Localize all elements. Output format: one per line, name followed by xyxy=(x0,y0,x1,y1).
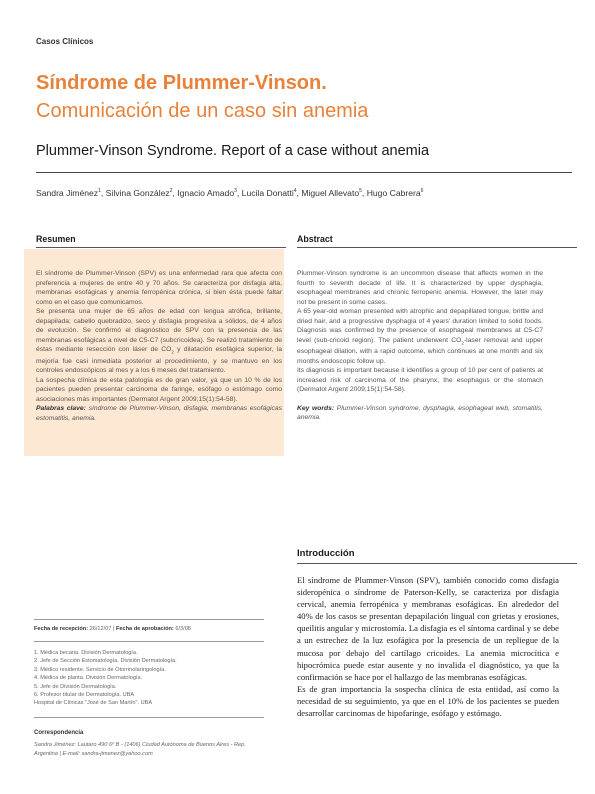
resumen-divider xyxy=(36,247,286,248)
author-list xyxy=(36,186,576,199)
resumen-paragraph: El síndrome de Plummer-Vinson (SPV) es una enfermedad rara que afecta con preferencia a mujeres de entre 40 y 70 años. Se caracteriza por disfagia alta, membranas esofágicas y anemia ferropénica crónica, si bien ésta puede faltar como en el caso que comunicamos. xyxy=(36,270,282,306)
author: Lucila Donatti$^4$, xyxy=(241,187,302,198)
intro-divider xyxy=(297,563,577,564)
resumen-heading: Resumen xyxy=(36,234,76,244)
author: Miguel Allevato$^5$, xyxy=(301,187,367,198)
abstract-paragraph: A 65 year-old woman presented with atrophic and depapillated tongue, brittle and dried hair, and a progressive dysphagia of 4 years' duration limited to solid foods. Diagnosis was confirmed by the presence of esophageal membranes at C5-C7 level (sub-cricoid region). The patient underwent $CO_2$-laser removal and upper esophageal dilation, with a rapid outcome, which continues at one month and six months endoscopic follow up. xyxy=(297,308,543,365)
correspondence-divider xyxy=(34,717,264,718)
resumen-paragraph: Se presenta una mujer de 65 años de edad con lengua atrófica, brillante, depapilada; cabello quebradizo, seco y disfagia progresiva a sólidos, de 4 años de evolución. Se confirmó el diagnóstico de SPV con la presencia de las membranas esofágicas a nivel de C5-C7 (subcricoidea). Se realizó tratamiento de éstas mediante resección con láser de $CO_2$ y dilatación esofágica superior, la mejoría fue casi inmediata posterior al procedimiento, y se mantuvo en los controles endoscópicos al mes y a los 6 meses del tratamiento. xyxy=(36,308,282,375)
footnote-item: 6. Profesor titular de Dermatología. UBA xyxy=(34,692,135,699)
abstract-paragraph: Plummer-Vinson syndrome is an uncommon disease that affects women in the fourth to seventh decade of life. It is characterized by upper dysphagia, esophageal membranes and chronic ferropenic anemia. However, the later may not be present in some cases. xyxy=(297,270,543,306)
footnote-item: 5. Jefe de División Dermatología. xyxy=(34,683,117,690)
correspondence-text: Sandra Jiménez: Lautaro 490 6º B - (1406) Ciudad Autónoma de Buenos Aires - Rep. Argentina | E-mail: sandra-jimenez@yahoo.com xyxy=(34,742,246,757)
dates-line: Fecha de recepción: 26/12/07 | Fecha de aprobación: 6/3/08 xyxy=(34,626,191,632)
abstract-keywords: Key words: Plummer-Vinson syndrome, dysphagia, esophageal web, stomatitis, anemia. xyxy=(297,404,544,422)
abstract-heading: Abstract xyxy=(297,234,333,244)
resumen-keywords: Palabras clave: síndrome de Plummer-Vinson, disfagia, membranas esofágicas estomatitis, anemia. xyxy=(36,405,282,422)
author: Ignacio Amado$^3$, xyxy=(177,187,242,198)
intro-paragraph: El síndrome de Plummer-Vinson (SPV), también conocido como disfagia sideropénica o síndrome de Paterson-Kelly, se caracteriza por disfagia cervical, anemia ferropénica y membranas esofágicas. En alrededor del 40% de los casos se presentan depapilación lingual con grietas y erosiones, queilitis angular y microstomía. La disfagia es el síntoma cardinal y se debe a un estrechez de la luz esofágica por la presencia de un repliegue de la mucosa por debajo del cartílago cricoides. La anemia microcítica e hipocrómica puede estar ausente y no invalida el diagnóstico, ya que la confirmación se hace por el hallazgo de las membranas esofágicas. xyxy=(297,575,559,682)
intro-paragraph: Es de gran importancia la sospecha clínica de esta entidad, así como la necesidad de su seguimiento, ya que en el 10% de los pacientes se pueden desarrollar carcinomas de hipofaringe, esófago y estómago. xyxy=(297,683,559,719)
author: Silvina González$^2$, xyxy=(105,187,178,198)
title-english: Plummer-Vinson Syndrome. Report of a case without anemia xyxy=(36,143,430,159)
footnote-item: Hospital de Clínicas "José de San Martín". UBA xyxy=(34,700,153,707)
title-divider xyxy=(36,172,572,173)
section-label: Casos Clínicos xyxy=(36,37,94,46)
footnote-item: 2. Jefe de Sección Estomatología. División Dermatología. xyxy=(34,658,177,665)
dates-divider xyxy=(34,619,264,620)
author: Sandra Jiménez$^1$, xyxy=(36,187,106,198)
title-spanish-line1: Síndrome de Plummer-Vinson. xyxy=(36,72,327,94)
intro-text xyxy=(297,574,559,719)
footnotes-divider xyxy=(34,641,264,642)
correspondence-heading: Correspondencia xyxy=(34,730,84,736)
footnote-item: 3. Médico residente. Servicio de Otorrinolaringología. xyxy=(34,666,166,673)
resumen-paragraph: La sospecha clínica de esta patología es de gran valor, ya que un 10 % de los pacientes pueden presentar carcinoma de faringe, esófago o estómago como asociaciones más importantes (Dermatol Argent 2009;15(1):54-58). xyxy=(36,376,282,403)
footnote-item: 1. Médica becaria. División Dermatología. xyxy=(34,650,138,656)
footnotes xyxy=(34,649,274,708)
resumen-text xyxy=(36,269,282,423)
footnote-item: 4. Médica de planta. División Dermatología. xyxy=(34,675,143,682)
author: Hugo Cabrera$^6$ xyxy=(366,187,424,198)
title-spanish-line2: Comunicación de un caso sin anemia xyxy=(36,100,369,122)
intro-heading: Introducción xyxy=(297,548,355,559)
abstract-text xyxy=(297,269,543,423)
abstract-divider xyxy=(297,247,577,248)
abstract-paragraph: Its diagnosis is important because it identifies a group of 10 per cent of patients at increased risk of carcinoma of the pharynx, the esophagus or the stomach (Dermatol Argent 2009;15(1):54-58). xyxy=(297,367,543,394)
